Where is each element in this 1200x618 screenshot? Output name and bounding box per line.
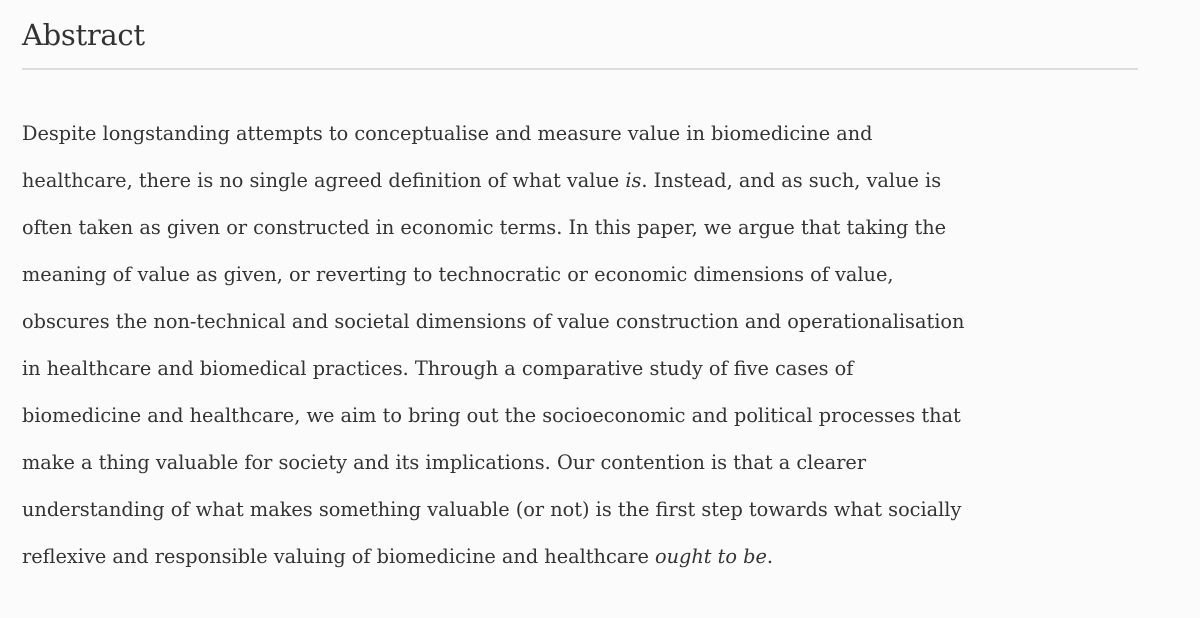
abstract-line: [22, 392, 1138, 439]
abstract-text: Despite longstanding attempts to conceptualise and measure value in biomedicine and: [22, 122, 873, 145]
abstract-line: [22, 251, 1138, 298]
abstract-line: [22, 439, 1138, 486]
abstract-line: [22, 110, 1138, 157]
abstract-text: healthcare, there is no single agreed definition of what value: [22, 169, 626, 192]
abstract-line: [22, 298, 1138, 345]
abstract-text: reflexive and responsible valuing of biomedicine and healthcare: [22, 545, 655, 568]
abstract-body: [22, 110, 1138, 580]
abstract-text: meaning of value as given, or reverting to technocratic or economic dimensions of value,: [22, 263, 894, 286]
abstract-line: [22, 486, 1138, 533]
abstract-text: make a thing valuable for society and its implications. Our contention is that a clearer: [22, 451, 867, 474]
abstract-text: .: [766, 545, 774, 568]
abstract-text: biomedicine and healthcare, we aim to bring out the socioeconomic and political processes that: [22, 404, 961, 427]
abstract-emphasis: ought to be: [655, 545, 767, 568]
abstract-emphasis: is: [625, 169, 642, 192]
abstract-text: in healthcare and biomedical practices. Through a comparative study of five cases of: [22, 357, 854, 380]
abstract-text: often taken as given or constructed in economic terms. In this paper, we argue that taking the: [22, 216, 947, 239]
heading-divider: [22, 68, 1138, 70]
abstract-line: [22, 204, 1138, 251]
abstract-line: [22, 345, 1138, 392]
abstract-text: obscures the non-technical and societal dimensions of value construction and operationalisation: [22, 310, 965, 333]
abstract-section: [22, 0, 1138, 580]
abstract-line: [22, 533, 1138, 580]
abstract-text: understanding of what makes something valuable (or not) is the first step towards what socially: [22, 498, 962, 521]
abstract-line: [22, 157, 1138, 204]
abstract-heading: Abstract: [22, 18, 145, 52]
abstract-text: . Instead, and as such, value is: [641, 169, 942, 192]
